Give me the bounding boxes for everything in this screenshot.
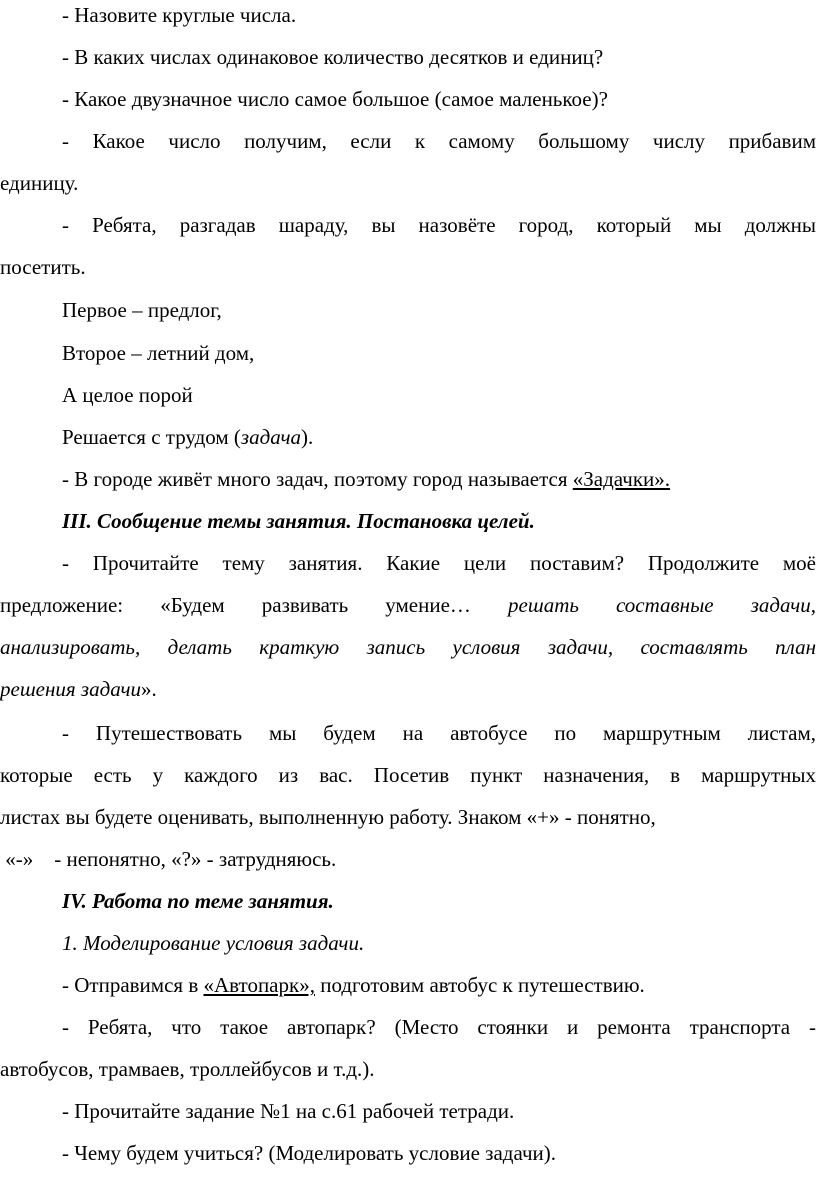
text-line: «-» - непонятно, «?» - затрудняюсь. (0, 847, 337, 871)
text-line: - В каких числах одинаковое количество десятков и единиц? (62, 45, 604, 69)
text-line (0, 963, 816, 1007)
text-line (0, 667, 816, 711)
text-line: анализировать, делать краткую запись условия задачи, составлять план (0, 635, 816, 659)
text-line: - Назовите круглые числа. (62, 3, 297, 27)
subsection-heading: 1. Моделирование условия задачи. (62, 931, 365, 955)
italic-segment: решения задачи (0, 677, 141, 701)
section-heading: IV. Работа по теме занятия. (62, 889, 334, 913)
riddle-line: Второе – летний дом, (62, 341, 255, 365)
text-line: - Какое двузначное число самое большое (самое маленькое)? (62, 87, 608, 111)
riddle-text: Решается с трудом ( (62, 425, 241, 449)
riddle-line: А целое порой (62, 383, 193, 407)
riddle-line: Первое – предлог, (62, 298, 222, 322)
text-line: - Чему будем учиться? (Моделировать условие задачи). (62, 1141, 556, 1165)
text-segment: подготовим автобус к путешествию. (314, 973, 645, 997)
italic-segment: решать составные задачи, (508, 593, 816, 617)
text-line: автобусов, трамваев, троллейбусов и т.д.). (0, 1057, 375, 1081)
text-segment: - Отправимся в (62, 973, 204, 997)
text-line: листах вы будете оценивать, выполненную работу. Знаком «+» - понятно, (0, 805, 656, 829)
riddle-text-end: ). (300, 425, 314, 449)
section-heading: III. Сообщение темы занятия. Постановка целей. (62, 509, 535, 533)
text-line: единицу. (0, 171, 79, 195)
text-line: - Какое число получим, если к самому большому числу прибавим (62, 129, 816, 153)
text-line: - Ребята, что такое автопарк? (Место стоянки и ремонта транспорта - (62, 1015, 816, 1039)
autopark-name: «Автопарк», (203, 973, 315, 997)
text-line: - Прочитайте задание №1 на с.61 рабочей тетради. (62, 1099, 515, 1123)
text-segment: - В городе живёт много задач, поэтому город называется (62, 467, 573, 491)
text-line (0, 583, 816, 627)
text-line: посетить. (0, 255, 86, 279)
text-line: - Путешествовать мы будем на автобусе по маршрутным листам, (62, 721, 816, 745)
text-line (0, 457, 816, 501)
riddle-answer: задача (240, 425, 301, 449)
city-name: «Задачки». (572, 467, 671, 491)
text-segment: предложение: «Будем развивать умение… (0, 593, 509, 617)
text-line: - Ребята, разгадав шараду, вы назовёте город, который мы должны (62, 213, 816, 237)
text-line: - Прочитайте тему занятия. Какие цели поставим? Продолжите моё (62, 551, 816, 575)
riddle-line (0, 415, 816, 459)
text-segment: ». (140, 677, 157, 701)
text-line: которые есть у каждого из вас. Посетив пункт назначения, в маршрутных (0, 763, 816, 787)
